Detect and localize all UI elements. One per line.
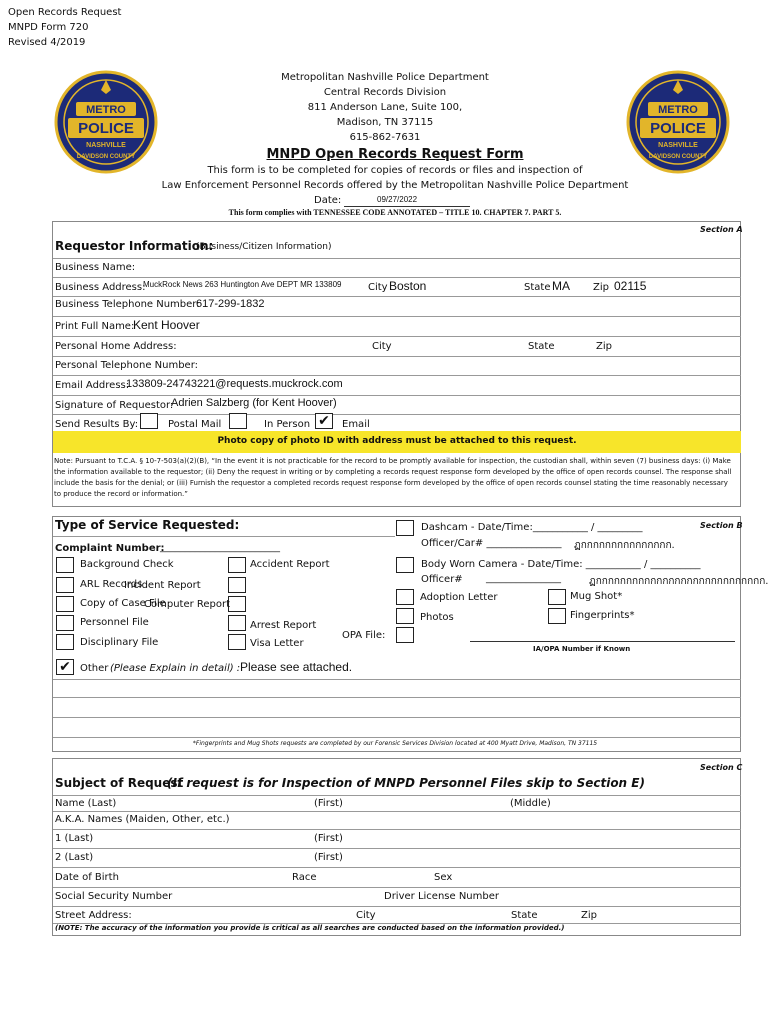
opa-file-label: OPA File:	[342, 630, 386, 641]
accident-report-label: Accident Report	[250, 559, 330, 570]
opa-file-checkbox[interactable]	[396, 627, 414, 643]
business-city-label: City	[368, 282, 388, 293]
aka-label: A.K.A. Names (Maiden, Other, etc.)	[55, 814, 230, 825]
business-zip-value[interactable]: 02115	[614, 279, 647, 293]
fingerprints-checkbox[interactable]	[548, 608, 566, 624]
home-city-label: City	[372, 341, 392, 352]
note-line1: Note: Pursuant to T.C.A. § 10-7-503(a)(2)(B), “In the event it is not practicable for the record to be promptly available for inspection, the custodian shall, within seven (7) business days: (i) Make	[54, 457, 731, 465]
subject-city-label: City	[356, 910, 376, 921]
photo-id-notice: Photo copy of photo ID with address must be attached to this request.	[53, 431, 741, 453]
postal-mail-checkbox[interactable]	[140, 413, 158, 429]
accuracy-note: (NOTE: The accuracy of the information you provide is critical as all searches are conducted based on the information provided.)	[55, 924, 565, 932]
service-heading: Type of Service Requested:	[55, 518, 240, 532]
print-name-value[interactable]: Kent Hoover	[133, 318, 200, 332]
intro-line1: This form is to be completed for copies of records or files and inspection of	[207, 165, 583, 176]
dept-name: Metropolitan Nashville Police Department	[281, 72, 489, 83]
requestor-subheading: (Business/Citizen Information)	[196, 242, 332, 252]
personnel-file-checkbox[interactable]	[56, 615, 74, 631]
dob-label: Date of Birth	[55, 872, 119, 883]
logo-right-arc-top: NASHVILLE	[658, 142, 698, 149]
date-underline	[344, 206, 470, 207]
print-name-label: Print Full Name:	[55, 321, 135, 332]
logo-left-arc-top: NASHVILLE	[86, 142, 126, 149]
other-hint: (Please Explain in detail) :	[110, 663, 241, 674]
business-zip-label: Zip	[593, 282, 609, 293]
mug-shot-label: Mug Shot*	[570, 591, 623, 602]
photos-label: Photos	[420, 612, 454, 623]
note-line3: include the basis for the denial; or (iii) Furnish the requestor a completed records request response form developed by the office of open records counsel stating the time reasonably necessary	[54, 479, 728, 487]
street-address-label: Street Address:	[55, 910, 132, 921]
send-results-label: Send Results By:	[55, 419, 139, 430]
date-value[interactable]: 09/27/2022	[377, 195, 418, 204]
business-state-value[interactable]: MA	[552, 279, 570, 293]
in-person-checkbox[interactable]	[229, 413, 247, 429]
form-title: Open Records Request	[8, 7, 122, 18]
business-phone-value[interactable]: 617-299-1832	[196, 298, 265, 310]
dashcam-checkbox[interactable]	[396, 520, 414, 536]
logo-right-line2: POLICE	[650, 120, 706, 137]
logo-left-line2: POLICE	[78, 120, 134, 137]
signature-label: Signature of Requestor:	[55, 400, 174, 411]
disciplinary-file-checkbox[interactable]	[56, 634, 74, 650]
home-state-label: State	[528, 341, 555, 352]
logo-left-arc-bottom: DAVIDSON COUNTY	[76, 154, 136, 160]
adoption-letter-checkbox[interactable]	[396, 589, 414, 605]
intro-line2: Law Enforcement Personnel Records offered by the Metropolitan Nashville Police Department	[161, 180, 629, 191]
email-option-label: Email	[342, 419, 370, 430]
photos-checkbox[interactable]	[396, 608, 414, 624]
home-zip-label: Zip	[596, 341, 612, 352]
complaint-blank[interactable]: ________________________	[160, 542, 280, 553]
email-value[interactable]: 133809-24743221@requests.muckrock.com	[126, 378, 343, 390]
compliance-note: This form complies with TENNESSEE CODE ANNOTATED – TITLE 10. CHAPTER 7. PART 5.	[228, 208, 562, 217]
officer-hash-label: Officer#	[421, 574, 463, 585]
requestor-heading: Requestor Information:	[55, 239, 214, 253]
arrest-report-label: Arrest Report	[250, 620, 317, 631]
name-first-label: (First)	[314, 798, 343, 809]
arl-records-checkbox[interactable]	[56, 577, 74, 593]
name-last-label: Name (Last)	[55, 798, 117, 809]
section-b-footnote: *Fingerprints and Mug Shots requests are completed by our Forensic Services Division located at 400 Myatt Drive, Madison, TN 37115	[192, 740, 598, 747]
subject-heading: Subject of Request	[55, 776, 184, 790]
accident-report-checkbox[interactable]	[228, 557, 246, 573]
business-name-label: Business Name:	[55, 262, 136, 273]
ia-opa-underline[interactable]	[470, 641, 735, 642]
incident-report-checkbox[interactable]	[228, 577, 246, 593]
section-c-label: Section C	[700, 763, 743, 772]
subject-zip-label: Zip	[581, 910, 597, 921]
in-person-label: In Person	[264, 419, 311, 430]
adoption-letter-label: Adoption Letter	[420, 592, 498, 603]
business-phone-label: Business Telephone Number:	[55, 299, 200, 310]
dashcam-label: Dashcam - Date/Time:___________ / _________	[421, 522, 643, 533]
officer-car-garble: ฏกกกกกกกกกกกกกกก.	[574, 540, 675, 551]
background-check-label: Background Check	[80, 559, 174, 570]
section-a-label: Section A	[700, 225, 743, 234]
business-city-value[interactable]: Boston	[389, 279, 427, 293]
dept-street: 811 Anderson Lane, Suite 100,	[307, 102, 463, 113]
dl-label: Driver License Number	[384, 891, 499, 902]
incident-report-label: Incident Report	[124, 580, 201, 591]
personnel-file-label: Personnel File	[80, 617, 149, 628]
other-value[interactable]: Please see attached.	[240, 660, 353, 674]
subject-heading-note: (If request is for Inspection of MNPD Personnel Files skip to Section E)	[167, 776, 645, 790]
body-worn-label: Body Worn Camera - Date/Time: ___________ / __________	[421, 559, 701, 570]
computer-report-label: Computer Report	[144, 599, 231, 610]
alias2-last-label: 2 (Last)	[55, 852, 94, 863]
fingerprints-label: Fingerprints*	[570, 610, 635, 621]
postal-mail-label: Postal Mail	[168, 419, 222, 430]
arrest-report-checkbox[interactable]	[228, 615, 246, 631]
alias1-last-label: 1 (Last)	[55, 833, 94, 844]
date-label: Date:	[314, 195, 342, 206]
home-address-label: Personal Home Address:	[55, 341, 177, 352]
business-state-label: State	[524, 282, 551, 293]
email-label: Email Address:	[55, 380, 130, 391]
dept-city: Madison, TN 37115	[336, 117, 434, 128]
name-middle-label: (Middle)	[510, 798, 551, 809]
officer-hash-garble: ฏกกกกกกกกกกกกกกกกกกกกกกกกกกกก.	[589, 576, 769, 587]
background-check-checkbox[interactable]	[56, 557, 74, 573]
dept-phone: 615-862-7631	[349, 132, 421, 143]
personal-phone-label: Personal Telephone Number:	[55, 360, 199, 371]
disciplinary-file-label: Disciplinary File	[80, 637, 159, 648]
logo-right-line1: METRO	[658, 104, 698, 116]
copy-case-file-label: Copy of Case File	[80, 598, 166, 609]
note-line4: to produce the record or information.”	[54, 490, 188, 498]
note-line2: the information available to the requestor; (ii) Deny the request in writing or by completing a records request response form developed by the office of open records counsel. The response shall	[54, 468, 732, 476]
race-label: Race	[292, 872, 317, 883]
signature-value[interactable]: Adrien Salzberg (for Kent Hoover)	[171, 397, 337, 409]
officer-car-label: Officer/Car# _______________	[421, 538, 562, 549]
business-address-value[interactable]: MuckRock News 263 Huntington Ave DEPT MR 133809	[143, 280, 342, 289]
complaint-label: Complaint Number:	[55, 543, 165, 554]
logo-left-line1: METRO	[86, 104, 126, 116]
body-worn-checkbox[interactable]	[396, 557, 414, 573]
section-b-label: Section B	[700, 521, 743, 530]
visa-letter-label: Visa Letter	[250, 638, 304, 649]
subject-state-label: State	[511, 910, 538, 921]
arl-records-label: ARL Records	[80, 579, 143, 590]
copy-case-file-checkbox[interactable]	[56, 596, 74, 612]
business-address-label: Business Address:	[55, 282, 146, 293]
alias2-first-label: (First)	[314, 852, 343, 863]
mug-shot-checkbox[interactable]	[548, 589, 566, 605]
form-revised: Revised 4/2019	[8, 37, 86, 48]
sex-label: Sex	[434, 872, 453, 883]
other-label: Other	[80, 663, 109, 674]
page-title: MNPD Open Records Request Form	[266, 147, 524, 162]
other-checkbox[interactable]: ✔	[56, 659, 74, 675]
visa-letter-checkbox[interactable]	[228, 634, 246, 650]
form-number: MNPD Form 720	[8, 22, 89, 33]
logo-right-arc-bottom: DAVIDSON COUNTY	[648, 154, 708, 160]
alias1-first-label: (First)	[314, 833, 343, 844]
computer-report-checkbox[interactable]	[228, 596, 246, 612]
dept-division: Central Records Division	[323, 87, 447, 98]
officer-hash-blank[interactable]: _______________	[486, 573, 561, 584]
email-checkbox[interactable]: ✔	[315, 413, 333, 429]
ssn-label: Social Security Number	[55, 891, 173, 902]
ia-opa-label: IA/OPA Number if Known	[533, 645, 631, 653]
